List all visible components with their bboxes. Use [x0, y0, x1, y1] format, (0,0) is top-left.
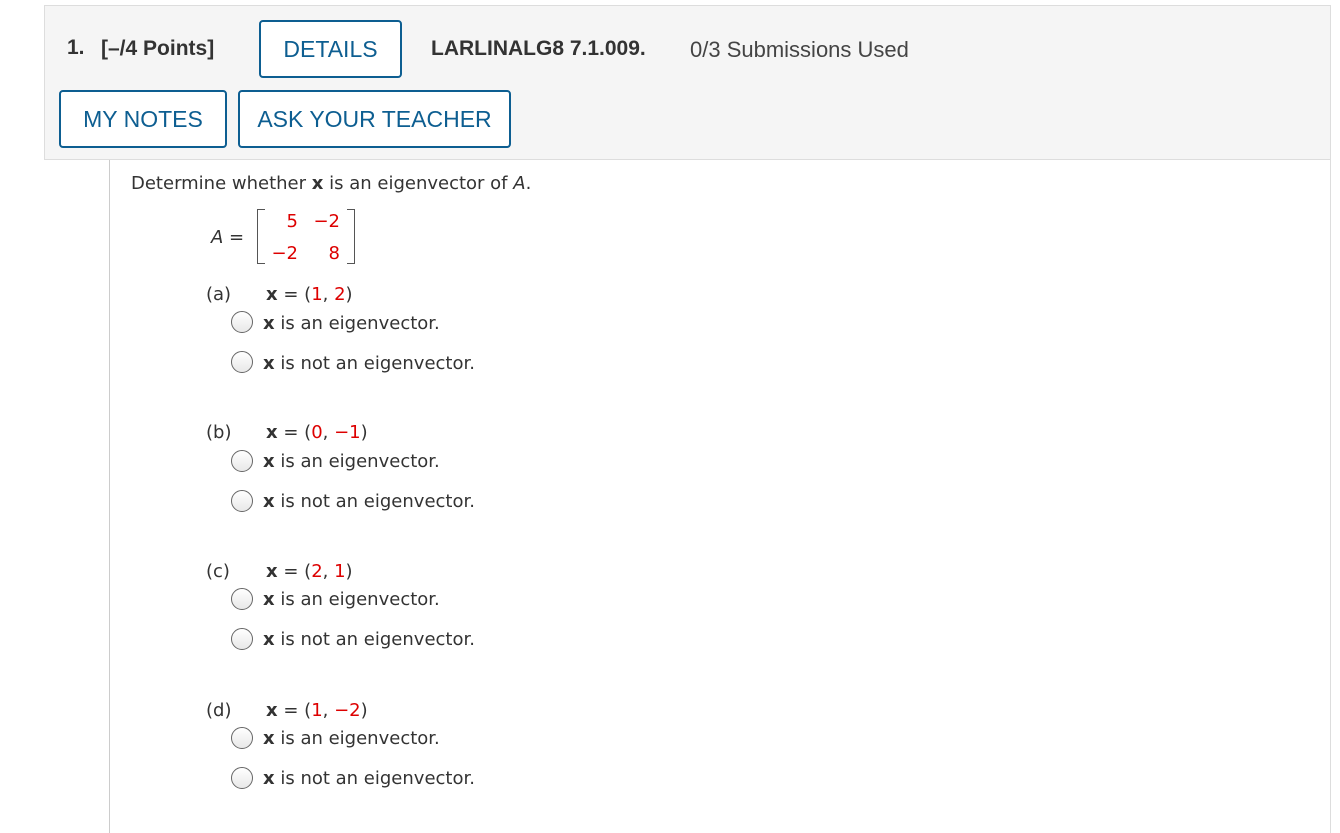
- matrix-equals: =: [223, 227, 245, 248]
- part-b-v1: 0: [311, 422, 323, 443]
- matrix-cell-1-2: −2: [313, 211, 340, 232]
- part-d-eq-close: ): [360, 700, 368, 721]
- part-a-opt-var-no: x: [263, 353, 275, 374]
- prompt-text-start: Determine whether: [131, 173, 312, 194]
- part-c-vector: [266, 561, 353, 582]
- part-a-vector: [266, 284, 353, 305]
- part-c-option-no-text: is not an eigenvector.: [274, 629, 475, 650]
- part-a-option-no-text: is not an eigenvector.: [274, 353, 475, 374]
- part-d-v1: 1: [311, 700, 323, 721]
- part-a-sep: ,: [322, 284, 335, 305]
- part-a-eq-open: = (: [277, 284, 312, 305]
- prompt-text-middle: is an eigenvector of: [323, 173, 514, 194]
- part-b-label: (b): [206, 422, 232, 443]
- part-a-label: (a): [206, 284, 232, 305]
- matrix-name: A: [211, 227, 224, 248]
- part-c-opt-var-no: x: [263, 629, 275, 650]
- part-d-v2: −2: [334, 700, 361, 721]
- prompt-vector-x: x: [311, 173, 324, 194]
- part-b-v2: −1: [334, 422, 361, 443]
- part-c-option-no[interactable]: [263, 629, 475, 650]
- part-d-sep: ,: [322, 700, 335, 721]
- prompt-matrix-a: A: [513, 173, 526, 194]
- part-d-radio-no[interactable]: [231, 767, 253, 789]
- part-d-option-yes[interactable]: [263, 728, 440, 749]
- part-a-radio-yes[interactable]: [231, 311, 253, 333]
- question-number: 1.: [67, 36, 85, 59]
- matrix-cell-1-1: 5: [286, 211, 298, 232]
- part-b-option-no[interactable]: [263, 491, 475, 512]
- part-c-sep: ,: [322, 561, 335, 582]
- assignment-code: LARLINALG8 7.1.009.: [431, 37, 646, 60]
- submissions-count: 0/3 Submissions Used: [690, 37, 909, 62]
- question-prompt: [131, 173, 531, 194]
- part-c-option-yes[interactable]: [263, 589, 440, 610]
- part-a-option-yes[interactable]: [263, 313, 440, 334]
- part-d-option-no[interactable]: [263, 768, 475, 789]
- part-d-label: (d): [206, 700, 232, 721]
- part-a-eq-close: ): [345, 284, 353, 305]
- part-b-opt-var-yes: x: [263, 451, 275, 472]
- my-notes-button[interactable]: MY NOTES: [59, 90, 227, 148]
- part-b-sep: ,: [322, 422, 335, 443]
- part-d-eq-open: = (: [277, 700, 312, 721]
- part-c-radio-no[interactable]: [231, 628, 253, 650]
- part-a-v1: 1: [311, 284, 323, 305]
- part-c-v2: 1: [334, 561, 346, 582]
- part-d-opt-var-yes: x: [263, 728, 275, 749]
- part-d-option-no-text: is not an eigenvector.: [274, 768, 475, 789]
- part-b-radio-no[interactable]: [231, 490, 253, 512]
- part-a-option-yes-text: is an eigenvector.: [274, 313, 440, 334]
- part-b-opt-var-no: x: [263, 491, 275, 512]
- part-a-v2: 2: [334, 284, 346, 305]
- part-d-option-yes-text: is an eigenvector.: [274, 728, 440, 749]
- part-c-opt-var-yes: x: [263, 589, 275, 610]
- part-b-option-no-text: is not an eigenvector.: [274, 491, 475, 512]
- points-label: [–/4 Points]: [101, 37, 215, 60]
- part-b-radio-yes[interactable]: [231, 450, 253, 472]
- part-b-var: x: [266, 422, 278, 443]
- part-c-eq-open: = (: [277, 561, 312, 582]
- part-b-eq-close: ): [360, 422, 368, 443]
- part-b-eq-open: = (: [277, 422, 312, 443]
- part-a-option-no[interactable]: [263, 353, 475, 374]
- part-c-radio-yes[interactable]: [231, 588, 253, 610]
- matrix-cell-2-2: 8: [328, 243, 340, 264]
- part-c-label: (c): [206, 561, 230, 582]
- part-c-var: x: [266, 561, 278, 582]
- part-c-eq-close: ): [345, 561, 353, 582]
- part-b-option-yes[interactable]: [263, 451, 440, 472]
- matrix-right-bracket: [347, 209, 355, 264]
- ask-teacher-button[interactable]: ASK YOUR TEACHER: [238, 90, 511, 148]
- part-b-option-yes-text: is an eigenvector.: [274, 451, 440, 472]
- part-b-vector: [266, 422, 368, 443]
- part-a-var: x: [266, 284, 278, 305]
- part-d-radio-yes[interactable]: [231, 727, 253, 749]
- part-a-radio-no[interactable]: [231, 351, 253, 373]
- prompt-text-end: .: [525, 173, 532, 194]
- matrix-label: [211, 227, 244, 248]
- part-d-vector: [266, 700, 368, 721]
- part-d-opt-var-no: x: [263, 768, 275, 789]
- part-c-v1: 2: [311, 561, 323, 582]
- details-button[interactable]: DETAILS: [259, 20, 402, 78]
- part-d-var: x: [266, 700, 278, 721]
- part-c-option-yes-text: is an eigenvector.: [274, 589, 440, 610]
- matrix-cell-2-1: −2: [271, 243, 298, 264]
- question-header: [44, 5, 1331, 160]
- part-a-opt-var-yes: x: [263, 313, 275, 334]
